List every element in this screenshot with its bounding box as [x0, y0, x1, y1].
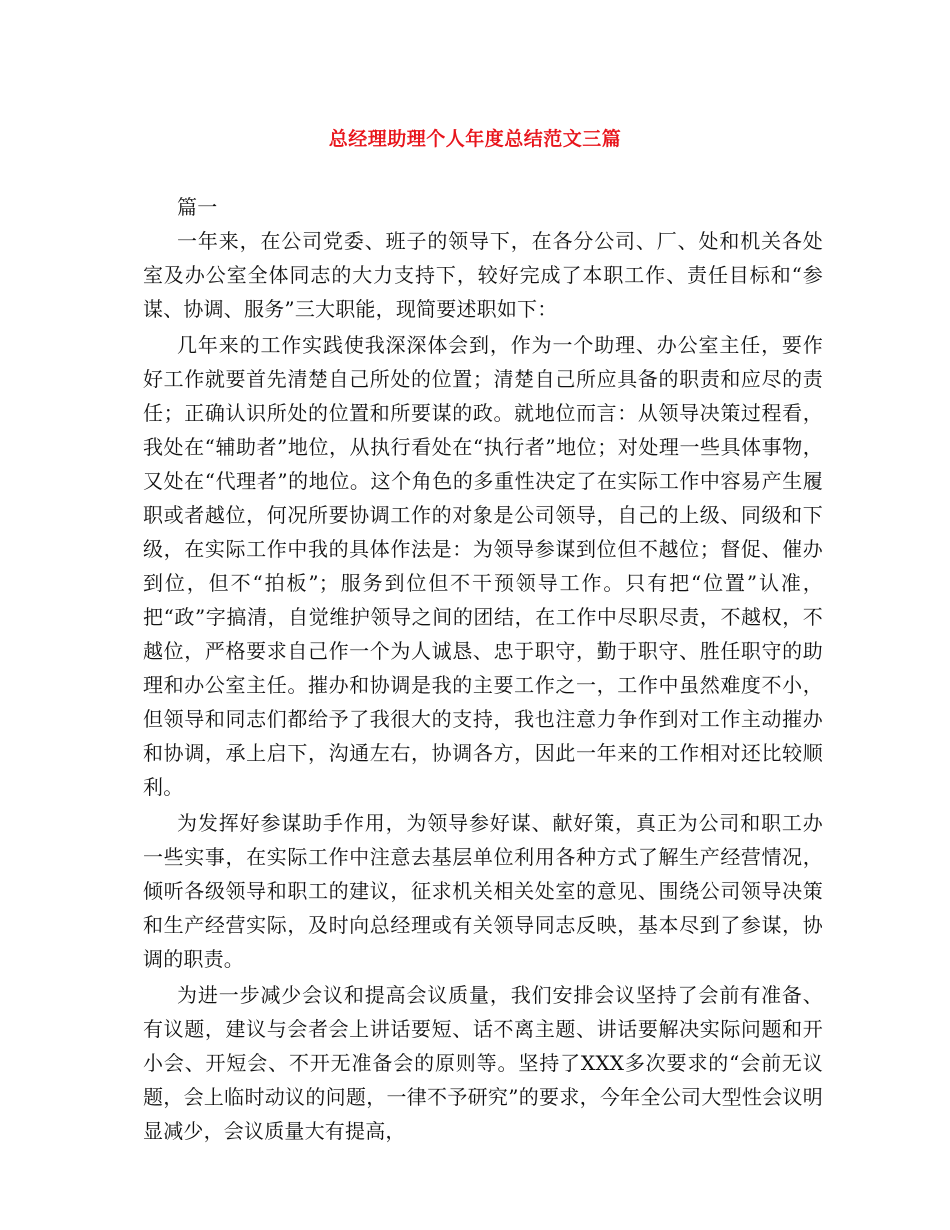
paragraph: 为发挥好参谋助手作用，为领导参好谋、献好策，真正为公司和职工办一些实事，在实际工作中注意去基层单位利用各种方式了解生产经营情况，倾听各级领导和职工的建议，征求机关相关处室的意见、围绕公司领导决策和生产经营实际，及时向总经理或有关领导同志反映，基本尽到了参谋，协调的职责。 [143, 811, 823, 971]
document-title: 总经理助理个人年度总结范文三篇 [328, 128, 622, 150]
document-body [143, 190, 823, 1150]
paragraph: 几年来的工作实践使我深深体会到，作为一个助理、办公室主任，要作好工作就要首先清楚自己所处的位置；清楚自己所应具备的职责和应尽的责任；正确认识所处的位置和所要谋的政。就地位而言：从领导决策过程看，我处在“辅助者”地位，从执行看处在“执行者”地位；对处理一些具体事物，又处在“代理者”的地位。这个角色的多重性决定了在实际工作中容易产生履职或者越位，何况所要协调工作的对象是公司领导，自己的上级、同级和下级，在实际工作中我的具体作法是：为领导参谋到位但不越位；督促、催办到位，但不“拍板”；服务到位但不干预领导工作。只有把“位置”认准，把“政”字搞清，自觉维护领导之间的团结，在工作中尽职尽责，不越权，不越位，严格要求自己作一个为人诚恳、忠于职守，勤于职守、胜任职守的助理和办公室主任。摧办和协调是我的主要工作之一，工作中虽然难度不小，但领导和同志们都给予了我很大的支持，我也注意力争作到对工作主动摧办和协调，承上启下，沟通左右，协调各方，因此一年来的工作相对还比较顺利。 [143, 333, 823, 799]
paragraph: 为进一步减少会议和提高会议质量，我们安排会议坚持了会前有准备、有议题，建议与会者会上讲话要短、话不离主题、讲话要解决实际问题和开小会、开短会、不开无准备会的原则等。坚持了XXX多次要求的“会前无议题，会上临时动议的问题，一律不予研究”的要求，今年全公司大型性会议明显减少，会议质量大有提高， [143, 983, 823, 1143]
paragraph: 一年来，在公司党委、班子的领导下，在各分公司、厂、处和机关各处室及办公室全体同志的大力支持下，较好完成了本职工作、责任目标和“参谋、协调、服务”三大职能，现简要述职如下： [143, 229, 823, 321]
section-heading: 篇一 [177, 195, 218, 219]
